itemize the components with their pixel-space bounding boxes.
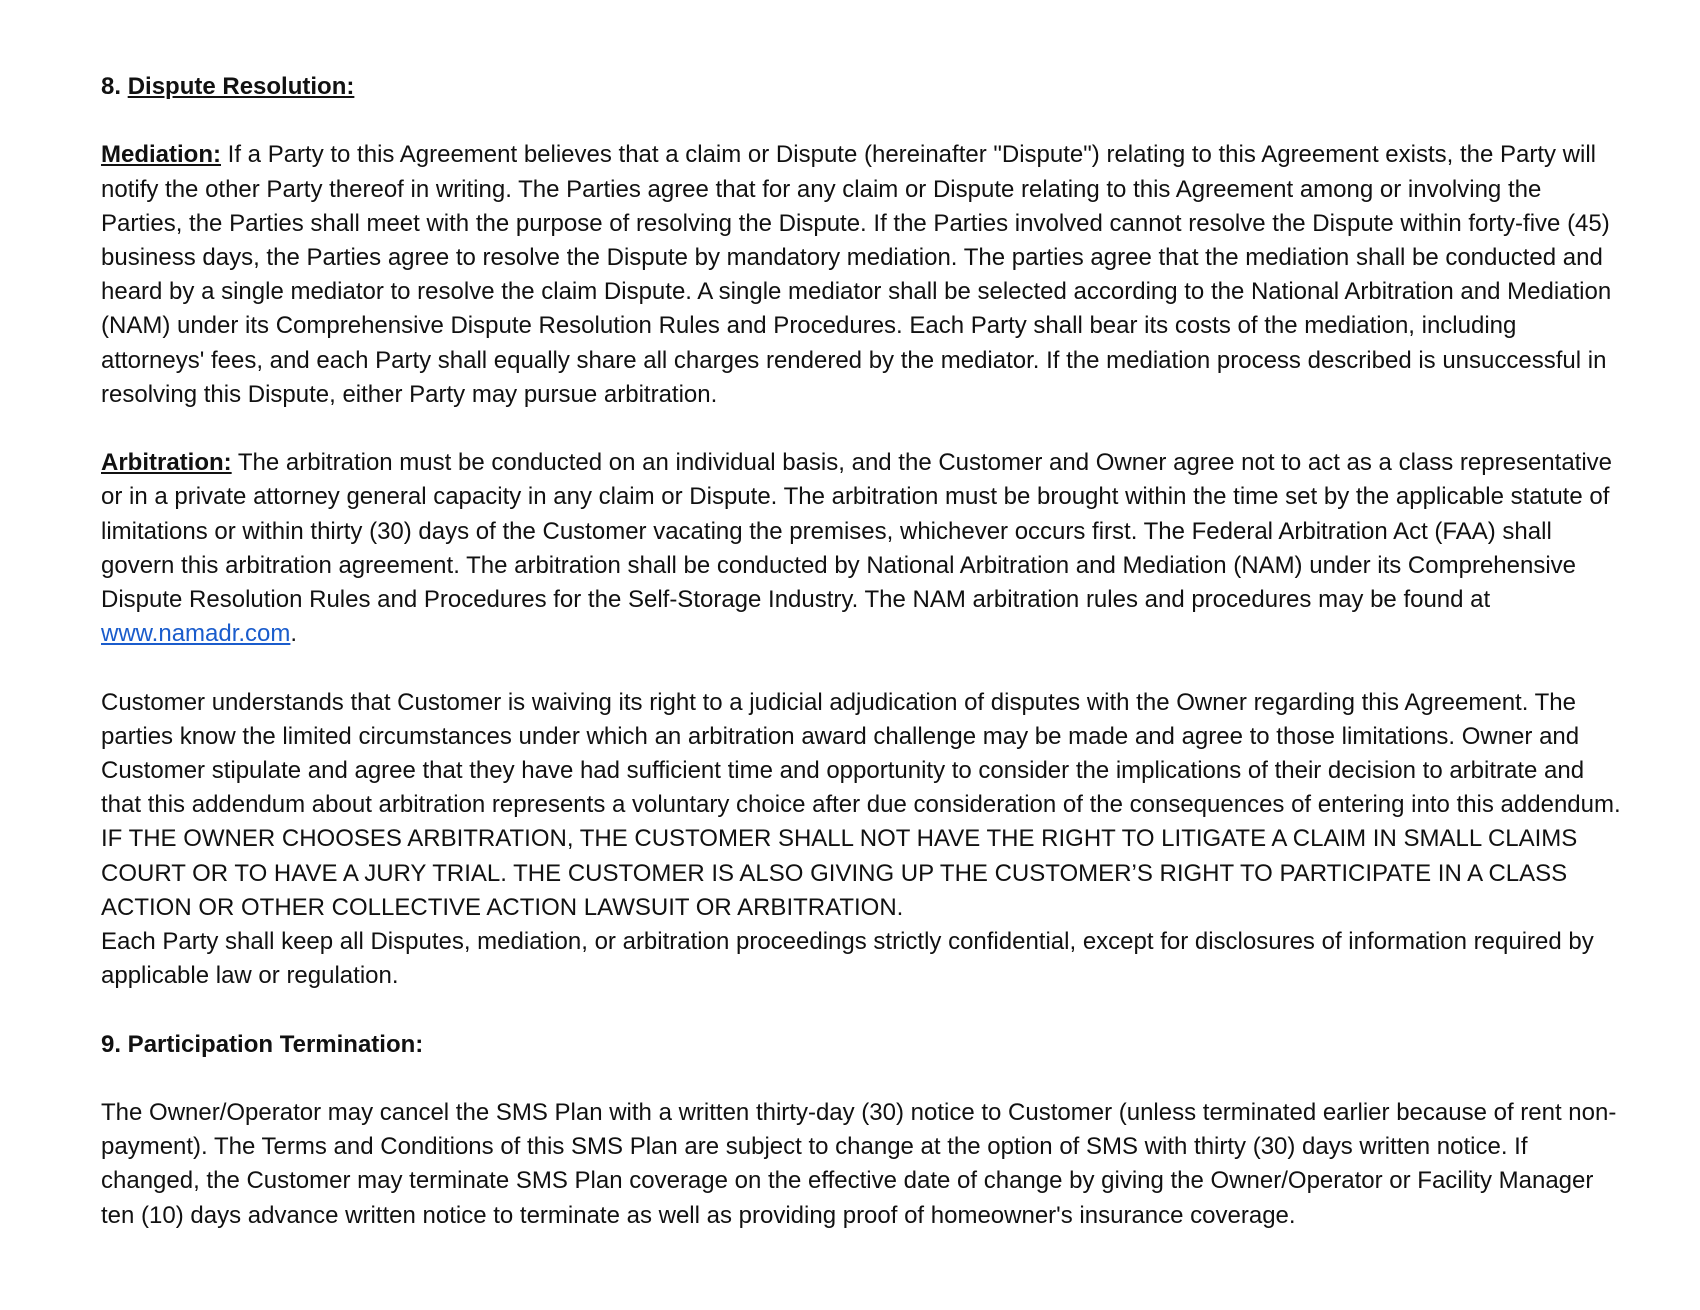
- arbitration-lead: Arbitration:: [101, 449, 232, 477]
- spacer: [101, 104, 1621, 138]
- spacer: [101, 993, 1621, 1027]
- namadr-link[interactable]: www.namadr.com: [101, 620, 291, 648]
- spacer: [101, 651, 1621, 685]
- waiver-paragraph: Customer understands that Customer is waiving its right to a judicial adjudication of disputes with the Owner regarding this Agreement. The parties know the limited circumstances under which an arbitration award challenge may be made and agree to those limitations. Owner and Customer stipulate and agree that they have had sufficient time and opportunity to consider the implications of their decision to arbitrate and that this addendum about arbitration represents a voluntary choice after due consideration of the consequences of entering into this addendum. IF THE OWNER CHOOSES ARBITRATION, THE CUSTOMER SHALL NOT HAVE THE RIGHT TO LITIGATE A CLAIM IN SMALL CLAIMS COURT OR TO HAVE A JURY TRIAL. THE CUSTOMER IS ALSO GIVING UP THE CUSTOMER’S RIGHT TO PARTICIPATE IN A CLASS ACTION OR OTHER COLLECTIVE ACTION LAWSUIT OR ARBITRATION.: [101, 688, 1621, 921]
- arbitration-end: .: [290, 620, 298, 648]
- section-8-title: Dispute Resolution:: [127, 73, 355, 100]
- mediation-text: If a Party to this Agreement believes that a claim or Dispute (hereinafter "Dispute") relating to this Agreement exists, the Party will notify the other Party thereof in writing. The Parties agree that for any claim or Dispute relating to this Agreement among or involving the Parties, the Parties shall meet with the purpose of resolving the Dispute. If the Parties involved cannot resolve the Dispute within forty-five (45) business days, the Parties agree to resolve the Dispute by mandatory mediation. The parties agree that the mediation shall be conducted and heard by a single mediator to resolve the claim Dispute. A single mediator shall be selected according to the National Arbitration and Mediation (NAM) under its Comprehensive Dispute Resolution Rules and Procedures. Each Party shall bear its costs of the mediation, including attorneys' fees, and each Party shall equally share all charges rendered by the mediator. If the mediation process described is unsuccessful in resolving this Dispute, either Party may pursue arbitration.: [101, 141, 1612, 408]
- document-page: [101, 70, 1621, 1233]
- section-8-heading: [101, 70, 1621, 104]
- mediation-paragraph: [101, 138, 1621, 412]
- section-8-number: 8.: [101, 73, 122, 100]
- termination-paragraph: The Owner/Operator may cancel the SMS Plan with a written thirty-day (30) notice to Customer (unless terminated earlier because of rent non-payment). The Terms and Conditions of this SMS Plan are subject to change at the option of SMS with thirty (30) days written notice. If changed, the Customer may terminate SMS Plan coverage on the effective date of change by giving the Owner/Operator or Facility Manager ten (10) days advance written notice to terminate as well as providing proof of homeowner's insurance coverage.: [101, 1099, 1617, 1229]
- spacer: [101, 1062, 1621, 1096]
- spacer: [101, 412, 1621, 446]
- arbitration-text: The arbitration must be conducted on an individual basis, and the Customer and Owner agree not to act as a class representative or in a private attorney general capacity in any claim or Dispute. The arbitration must be brought within the time set by the applicable statute of limitations or within thirty (30) days of the Customer vacating the premises, whichever occurs first. The Federal Arbitration Act (FAA) shall govern this arbitration agreement. The arbitration shall be conducted by National Arbitration and Mediation (NAM) under its Comprehensive Dispute Resolution Rules and Procedures for the Self-Storage Industry. The NAM arbitration rules and procedures may be found at: [101, 449, 1613, 614]
- confidentiality-paragraph: Each Party shall keep all Disputes, mediation, or arbitration proceedings strictly confidential, except for disclosures of information required by applicable law or regulation.: [101, 928, 1594, 990]
- arbitration-paragraph: [101, 446, 1621, 651]
- mediation-lead: Mediation:: [101, 141, 221, 169]
- section-9-heading: 9. Participation Termination:: [101, 1030, 424, 1058]
